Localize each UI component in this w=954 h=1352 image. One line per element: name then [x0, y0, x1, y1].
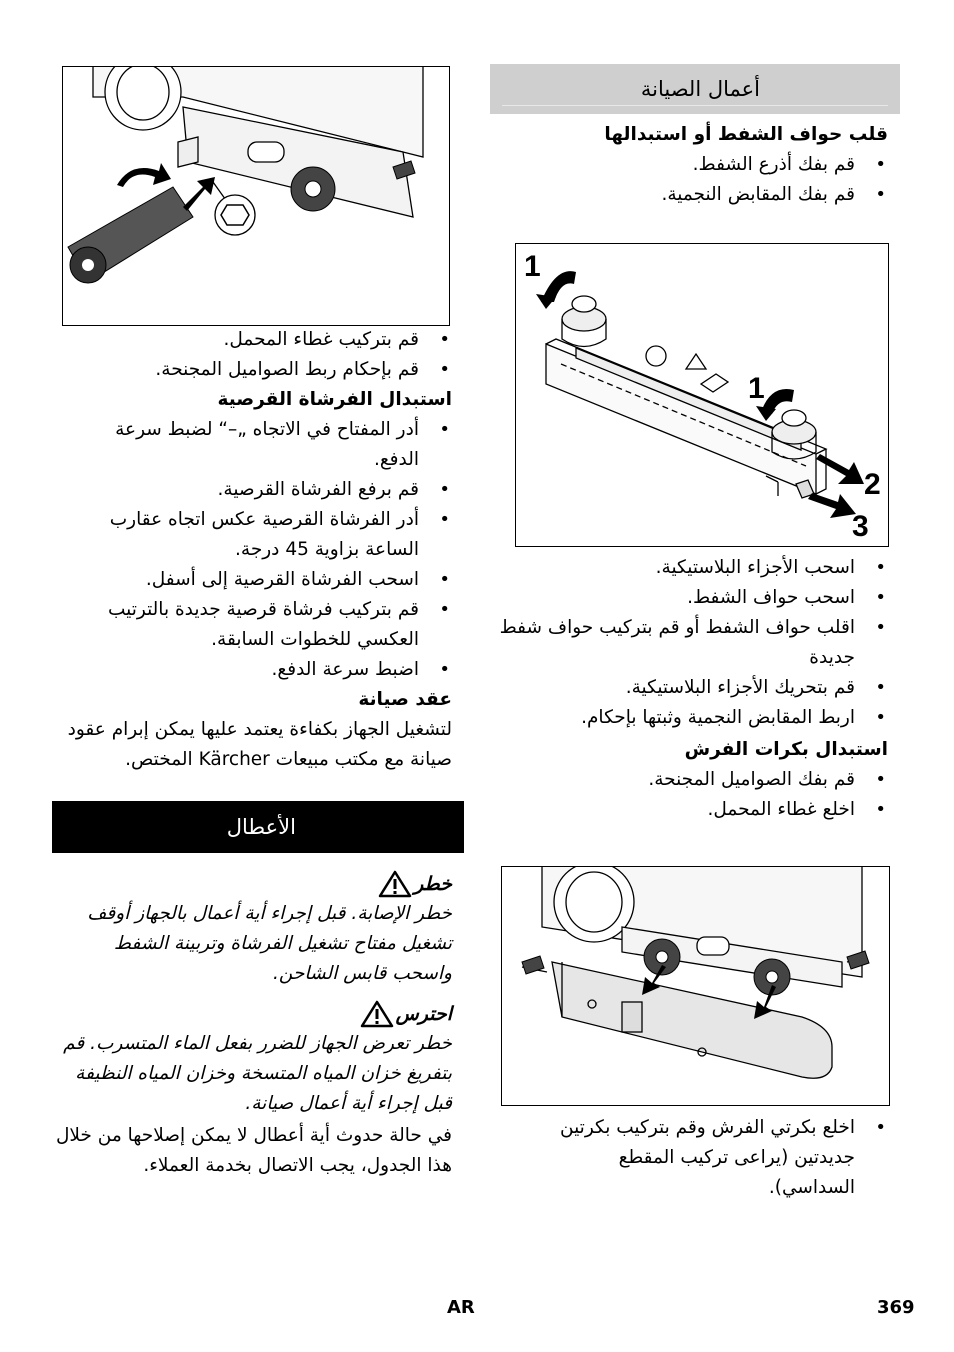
- disc-brush-heading: استبدال الفرشاة القرصية: [217, 389, 452, 410]
- rotation-arrow-icon: [536, 271, 576, 309]
- section-title: أعمال الصيانة: [640, 77, 760, 101]
- right-column-middle: [490, 553, 900, 825]
- faults-text: في حالة حدوث أية أعطال لا يمكن إصلاحها من خلال هذا الجدول، يجب الاتصال بخدمة العملاء.: [55, 1125, 452, 1176]
- pull-arrow-icon: [808, 493, 856, 518]
- caution-label: احترس: [395, 1003, 452, 1025]
- list-item: • اربط المقابض النجمية وثبتها بإحكام.: [490, 703, 888, 733]
- right-column-bottom: [490, 1113, 900, 1203]
- list-item: • اضبط سرعة الدفع.: [52, 655, 452, 685]
- brush-roller-graphic: [68, 187, 193, 283]
- warning-triangle-icon: [360, 1000, 394, 1028]
- list-item: • اسحب حواف الشفط.: [490, 583, 888, 613]
- disc-brush-steps: [52, 415, 464, 685]
- figure-label: 1: [748, 372, 765, 405]
- list-item: • اسحب الأجزاء البلاستيكية.: [490, 553, 888, 583]
- flip-blades-heading: قلب حواف الشفط أو استبدالها: [604, 124, 888, 145]
- list-item: • قم بفك المقابض النجمية.: [490, 180, 888, 210]
- faults-title-bar: [52, 801, 464, 853]
- danger-title: [52, 869, 464, 899]
- list-item: • قم برفع الفرشاة القرصية.: [52, 475, 452, 505]
- section-title-bar: [490, 64, 900, 114]
- figure-label: 1: [524, 250, 541, 283]
- list-item: • قم بتركيب غطاء المحمل.: [52, 325, 452, 355]
- danger-text: خطر الإصابة. قبل إجراء أية أعمال بالجهاز أوقف تشغيل مفتاح تشغيل الفرشاة وتربينة الشفط واسحب قابس الشاحن.: [87, 903, 452, 984]
- squeegee-illustration: [516, 244, 888, 546]
- list-item: • اخلع غطاء المحمل.: [490, 795, 888, 825]
- list-item: • قم بتحريك الأجزاء البلاستيكية.: [490, 673, 888, 703]
- list-item: • أدر الفرشاة القرصية عكس اتجاه عقارب الساعة بزاوية 45 درجة.: [52, 505, 452, 565]
- left-column: [52, 325, 464, 1181]
- bearing-cover-figure: [501, 866, 890, 1106]
- figure-label: 2: [864, 468, 881, 501]
- caution-text: خطر تعرض الجهاز للضرر بفعل الماء المتسرب. قم بتفريغ خزان المياه المتسخة وخزان المياه النظيفة قبل إجراء أية أعمال صيانة.: [63, 1033, 452, 1114]
- flip-blades-steps-before: [490, 150, 900, 210]
- list-item: • اسحب الفرشاة القرصية إلى أسفل.: [52, 565, 452, 595]
- list-item: • قم بتركيب فرشاة قرصية جديدة بالترتيب العكسي للخطوات السابقة.: [52, 595, 452, 655]
- list-item: • أدر المفتاح في الاتجاه „–“ لضبط سرعة الدفع.: [52, 415, 452, 475]
- list-item: • اقلب حواف الشفط أو قم بتركيب حواف شفط جديدة: [490, 613, 888, 673]
- caution-title: [52, 999, 464, 1029]
- rotation-arrow-icon: [117, 163, 171, 187]
- brush-roller-figure: [62, 66, 450, 326]
- bearing-cover-illustration: [502, 867, 889, 1105]
- list-item: • قم بإحكام ربط الصواميل المجنحة.: [52, 355, 452, 385]
- hexagon-icon: [215, 195, 255, 235]
- squeegee-figure: [515, 243, 889, 547]
- danger-label: خطر: [414, 873, 452, 895]
- maintenance-contract-text: لتشغيل الجهاز بكفاءة يعتمد عليها يمكن إبرام عقود صيانة مع مكتب مبيعات Kärcher المختص.: [67, 719, 452, 770]
- brush-roller-illustration: [63, 67, 449, 325]
- flip-blades-steps-after: [490, 553, 900, 733]
- section-title-rule: [502, 105, 888, 106]
- replace-brush-rollers-steps-after: [490, 1113, 900, 1203]
- right-column: [490, 64, 900, 210]
- warning-triangle-icon: [378, 870, 412, 898]
- replace-brush-rollers-steps-before: [490, 765, 900, 825]
- faults-title: الأعطال: [226, 815, 296, 839]
- left-top-steps: [52, 325, 464, 385]
- pull-arrow-icon: [816, 454, 864, 484]
- list-item: • قم بفك أذرع الشفط.: [490, 150, 888, 180]
- replace-brush-rollers-heading: استبدال بكرات الفرش: [684, 739, 888, 760]
- maintenance-contract-heading: عقد صيانة: [358, 689, 452, 710]
- list-item: • اخلع بكرتي الفرش وقم بتركيب بكرتين جديدتين (يراعى تركيب المقطع السداسي).: [490, 1113, 888, 1203]
- list-item: • قم بفك الصواميل المجنحة.: [490, 765, 888, 795]
- footer-language: AR: [447, 1297, 475, 1318]
- page-number: 369: [877, 1297, 915, 1318]
- insert-arrow-icon: [183, 177, 215, 211]
- figure-label: 3: [852, 510, 869, 543]
